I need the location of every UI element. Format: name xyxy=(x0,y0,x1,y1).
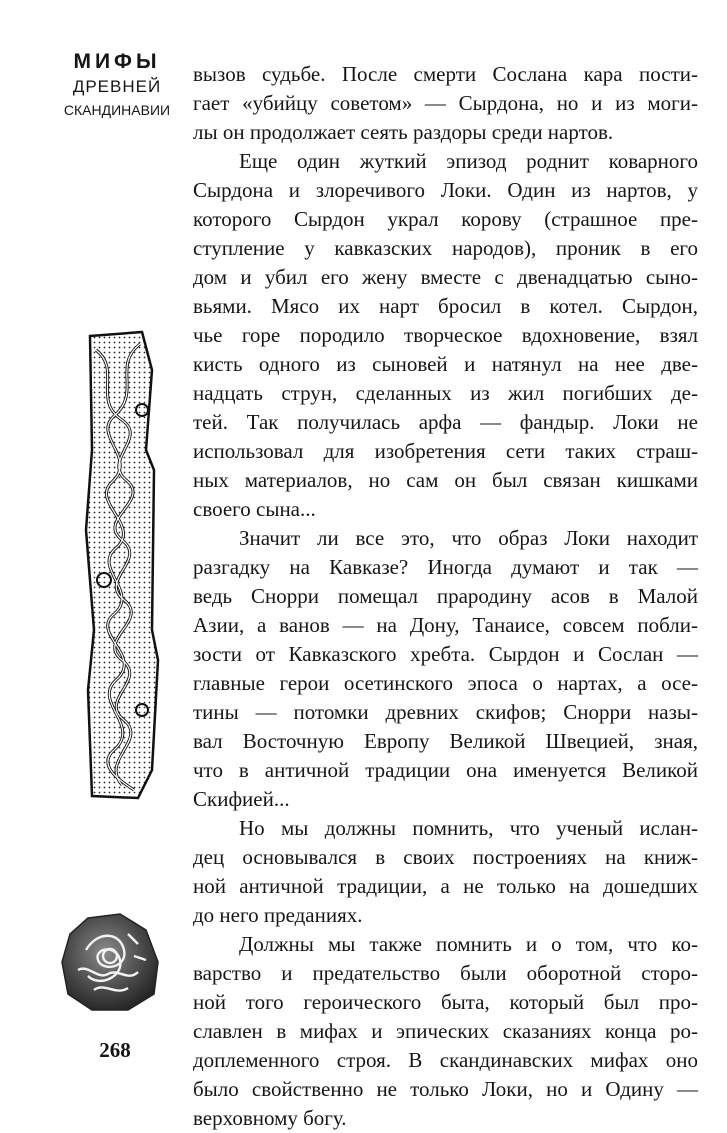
text-line: чье горе породило творческое вдохновение, взял xyxy=(193,323,698,347)
text-line: разгадку на Кавказе? Иногда думают и так — xyxy=(193,555,698,579)
text-line: Должны мы также помнить и о том, что ко- xyxy=(239,932,698,956)
text-line: до него преданиях. xyxy=(193,903,363,927)
text-line: своего сына... xyxy=(193,497,316,521)
text-line: доплеменного строя. В скандинавских мифах оно xyxy=(193,1048,698,1072)
text-line: варство и предательство были оборотной сторо- xyxy=(193,961,698,985)
running-header xyxy=(62,50,172,120)
text-line: тины — потомки древних скифов; Снорри назы- xyxy=(193,700,698,724)
text-line: надцать струн, сделанных из жил погибших де- xyxy=(193,381,698,405)
text-line: Скифией... xyxy=(193,787,290,811)
text-line: ных материалов, но сам он был связан кишками xyxy=(193,468,698,492)
text-line: дом и убил его жену вместе с двенадцатью сыно- xyxy=(193,265,698,289)
text-line: кисть одного из сыновей и натянул на нее две- xyxy=(193,352,698,376)
text-line: зости от Кавказского хребта. Сырдон и Сослан — xyxy=(193,642,698,666)
header-title-scandinavia: СКАНДИНАВИИ xyxy=(63,102,171,118)
text-line: тей. Так получилась арфа — фандыр. Локи не xyxy=(193,410,698,434)
text-line: что в античной традиции она именуется Великой xyxy=(193,758,698,782)
text-line: которого Сырдон украл корову (страшное пре- xyxy=(193,207,698,231)
page-number: 268 xyxy=(99,1038,131,1062)
text-line: главные герои осетинского эпоса о нартах, а осе- xyxy=(193,671,698,695)
text-line: Еще один жуткий эпизод роднит коварного xyxy=(239,149,698,173)
text-line: ступление у кавказских народов), проник в его xyxy=(193,236,698,260)
text-line: ной античной традиции, а не только на дошедших xyxy=(193,874,698,898)
header-title-myths: МИФЫ xyxy=(73,50,161,73)
text-line: вьями. Мясо их нарт бросил в котел. Сырдон, xyxy=(193,294,698,318)
main-text xyxy=(193,60,698,1133)
text-line: гает «убийцу советом» — Сырдона, но и из моги- xyxy=(193,91,698,115)
text-line: использовал для изобретения сети таких страш- xyxy=(193,439,698,463)
text-line: Сырдона и злоречивого Локи. Один из нартов, у xyxy=(193,178,698,202)
text-line: славлен в мифах и эпических сказаниях конца ро- xyxy=(193,1019,698,1043)
carved-ornament-illustration xyxy=(82,330,162,800)
text-line: лы он продолжает сеять раздоры среди нартов. xyxy=(193,120,614,144)
text-line: вал Восточную Европу Великой Швецией, зная, xyxy=(193,729,698,753)
text-line: Но мы должны помнить, что ученый ислан- xyxy=(239,816,698,840)
text-line: ведь Снорри помещал прародину асов в Малой xyxy=(193,584,698,608)
text-line: ной того героического быта, который был про- xyxy=(193,990,698,1014)
text-line: Значит ли все это, что образ Локи находит xyxy=(239,526,698,550)
text-line: Азии, а ванов — на Дону, Танаисе, совсем побли- xyxy=(193,613,698,637)
header-title-ancient: ДРЕВНЕЙ xyxy=(72,77,162,96)
text-line: дец основывался в своих построениях на книж- xyxy=(193,845,698,869)
text-line: верховному богу. xyxy=(193,1106,347,1130)
text-line: было свойственно не только Локи, но и Одину — xyxy=(193,1077,698,1101)
rune-stone-illustration xyxy=(58,910,163,1015)
text-line: вызов судьбе. После смерти Сослана кара пости- xyxy=(193,62,698,86)
